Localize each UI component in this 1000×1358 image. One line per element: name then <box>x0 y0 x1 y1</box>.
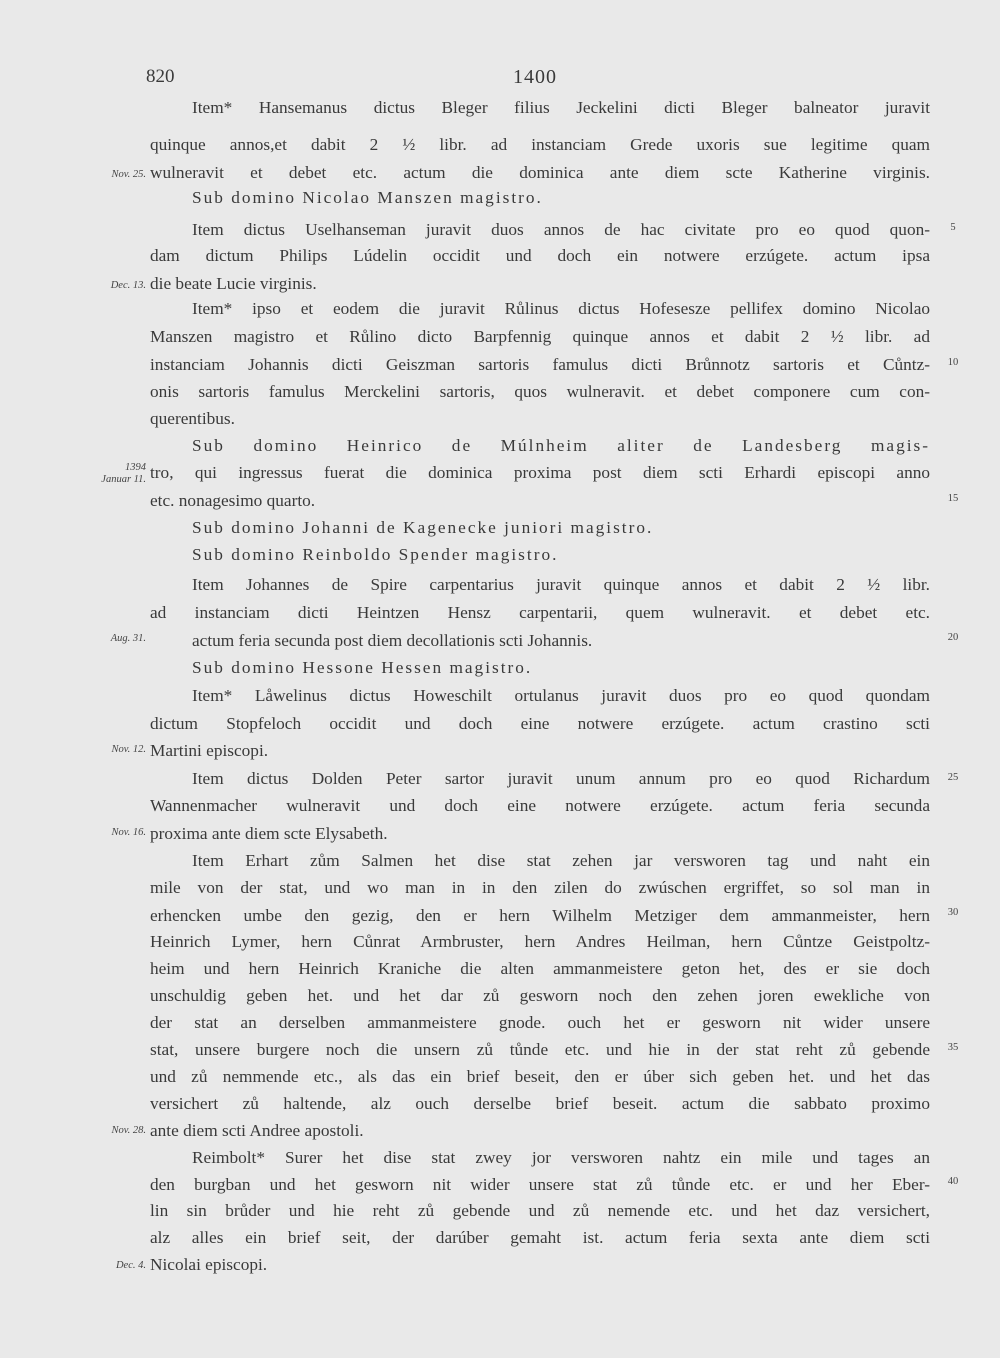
text-line: tro, qui ingressus fuerat die dominica proxima post diem scti Erhardi episcopi anno <box>150 463 930 482</box>
text-line: Heinrich Lymer, hern Cůnrat Armbruster, hern Andres Heilman, hern Cůntze Geistpoltz- <box>150 932 930 951</box>
text-line: Item dictus Dolden Peter sartor juravit unum annum pro eo quod Richardum <box>192 769 930 788</box>
text-line: Item* Hansemanus dictus Bleger filius Jeckelini dicti Bleger balneator juravit <box>192 98 930 117</box>
text-line: instanciam Johannis dicti Geiszman sartoris famulus dicti Brůnnotz sartoris et Cůntz- <box>150 355 930 374</box>
text-line: querentibus. <box>150 409 235 428</box>
year-heading: 1400 <box>513 66 557 88</box>
text-line: Reimbolt* Surer het dise stat zwey jor versworen nahtz ein mile und tages an <box>192 1148 930 1167</box>
margin-date: Nov. 12. <box>111 744 146 755</box>
line-number: 35 <box>947 1042 959 1053</box>
text-line: onis sartoris famulus Merckelini sartoris, quos wulneravit. et debet componere cum con- <box>150 382 930 401</box>
text-line: mile von der stat, und wo man in in den zilen do zwúschen ergriffet, so sol man in <box>150 878 930 897</box>
text-line: der stat an derselben ammanmeistere gnode. ouch het er gesworn nit wider unsere <box>150 1013 930 1032</box>
text-line: den burgban und het gesworn nit wider unsere stat zů tůnde etc. er und her Eber- <box>150 1175 930 1194</box>
line-number: 40 <box>947 1176 959 1187</box>
line-number: 5 <box>950 222 956 233</box>
text-line: etc. nonagesimo quarto. <box>150 491 316 510</box>
text-line: alz alles ein brief seit, der darúber gemaht ist. actum feria sexta ante diem scti <box>150 1228 930 1247</box>
text-line: ante diem scti Andree apostoli. <box>150 1121 364 1140</box>
text-line: dictum Stopfeloch occidit und doch eine notwere erzúgete. actum crastino scti <box>150 714 930 733</box>
section-heading: Sub domino Nicolao Manszen magistro. <box>192 188 543 207</box>
text-line: proxima ante diem scte Elysabeth. <box>150 824 388 843</box>
page-number: 820 <box>146 66 175 87</box>
text-line: actum feria secunda post diem decollationis scti Johannis. <box>192 631 593 650</box>
section-heading: Sub domino Heinrico de Múlnheim aliter de Landesberg magis- <box>192 436 930 455</box>
section-heading: Sub domino Reinboldo Spender magistro. <box>192 545 559 564</box>
text-line: heim und hern Heinrich Kraniche die alten ammanmeistere geton het, des er sie doch <box>150 959 930 978</box>
text-line: lin sin brůder und hie reht zů gebende und zů nemende etc. und het daz versichert, <box>150 1201 930 1220</box>
margin-date: Nov. 25. <box>111 169 146 180</box>
text-line: Item Johannes de Spire carpentarius juravit quinque annos et dabit 2 ½ libr. <box>192 575 930 594</box>
text-line: ad instanciam dicti Heintzen Hensz carpentarii, quem wulneravit. et debet etc. <box>150 603 930 622</box>
text-line: Item* ipso et eodem die juravit Růlinus dictus Hofesesze pellifex domino Nicolao <box>192 299 930 318</box>
margin-date: Aug. 31. <box>110 633 146 644</box>
section-heading: Sub domino Johanni de Kagenecke juniori magistro. <box>192 518 654 537</box>
text-line: Wannenmacher wulneravit und doch eine notwere erzúgete. actum feria secunda <box>150 796 930 815</box>
line-number: 15 <box>947 493 959 504</box>
text-line: stat, unsere burgere noch die unsern zů tůnde etc. und hie in der stat reht zů gebende <box>150 1040 930 1059</box>
text-line: und zů nemmende etc., als das ein brief beseit, den er úber sich geben het. und het das <box>150 1067 930 1086</box>
text-line: versichert zů haltende, alz ouch derselbe brief beseit. actum die sabbato proximo <box>150 1094 930 1113</box>
section-heading: Sub domino Hessone Hessen magistro. <box>192 658 533 677</box>
margin-date: Nov. 28. <box>111 1125 146 1136</box>
text-line: wulneravit et debet etc. actum die dominica ante diem scte Katherine virginis. <box>150 163 930 182</box>
margin-date: Nov. 16. <box>111 827 146 838</box>
text-line: Nicolai episcopi. <box>150 1255 268 1274</box>
text-line: Item* Låwelinus dictus Howeschilt ortulanus juravit duos pro eo quod quondam <box>192 686 930 705</box>
line-number: 20 <box>947 632 959 643</box>
line-number: 25 <box>947 772 959 783</box>
text-line: die beate Lucie virginis. <box>150 274 317 293</box>
text-line: Item dictus Uselhanseman juravit duos annos de hac civitate pro eo quod quon- <box>192 220 930 239</box>
text-line: unschuldig geben het. und het dar zů gesworn noch den zehen joren ewekliche von <box>150 986 930 1005</box>
line-number: 30 <box>947 907 959 918</box>
margin-date: Dec. 4. <box>115 1260 146 1271</box>
margin-date: Dec. 13. <box>110 280 146 291</box>
text-line: Manszen magistro et Růlino dicto Barpfennig quinque annos et dabit 2 ½ libr. ad <box>150 327 930 346</box>
margin-date: 1394 <box>125 462 146 473</box>
text-line: Martini episcopi. <box>150 741 269 760</box>
margin-date: Januar 11. <box>101 474 146 485</box>
text-line: erhencken umbe den gezig, den er hern Wilhelm Metziger dem ammanmeister, hern <box>150 906 930 925</box>
text-line: Item Erhart zům Salmen het dise stat zehen jar versworen tag und naht ein <box>192 851 930 870</box>
text-line: quinque annos,et dabit 2 ½ libr. ad instanciam Grede uxoris sue legitime quam <box>150 135 930 154</box>
text-line: dam dictum Philips Lúdelin occidit und doch ein notwere erzúgete. actum ipsa <box>150 246 930 265</box>
line-number: 10 <box>947 357 959 368</box>
